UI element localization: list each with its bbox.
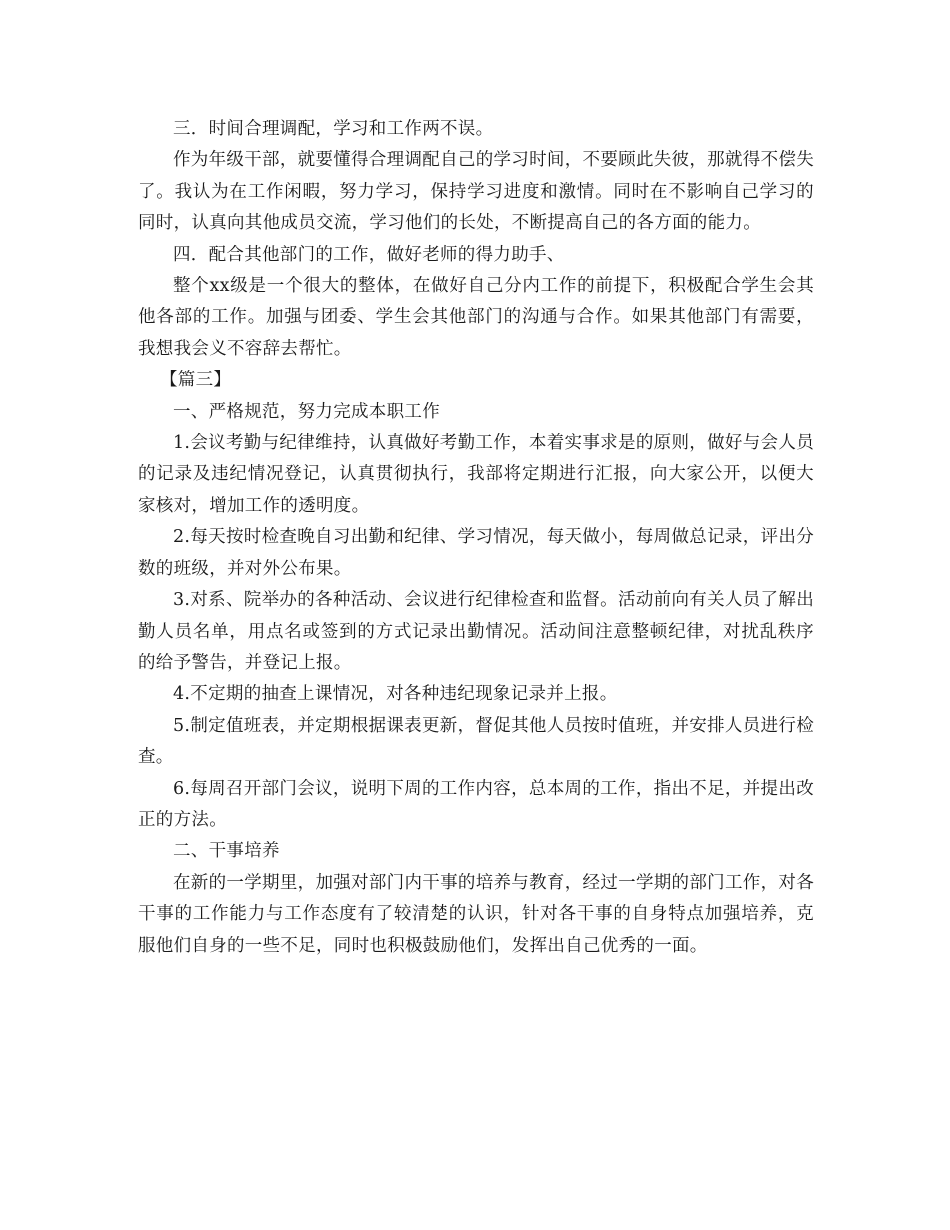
body-paragraph: 在新的一学期里，加强对部门内干事的培养与教育，经过一学期的部门工作，对各干事的工作能力与工作态度有了较清楚的认识，针对各干事的自身特点加强培养，克服他们自身的一些不足，同时也积极鼓励他们，发挥出自己优秀的一面。 bbox=[138, 872, 814, 956]
list-item: 3.对系、院举办的各种活动、会议进行纪律检查和监督。活动前向有关人员了解出勤人员名单，用点名或签到的方式记录出勤情况。活动间注意整顿纪律，对扰乱秩序的给予警告，并登记上报。 bbox=[138, 590, 814, 673]
section-heading-duties: 一、严格规范，努力完成本职工作 bbox=[173, 401, 440, 422]
list-item: 2.每天按时检查晚自习出勤和纪律、学习情况，每天做小，每周做总记录，评出分数的班级，并对外公布果。 bbox=[138, 527, 814, 579]
chapter-tag: 【篇三】 bbox=[160, 370, 232, 391]
section-heading-training: 二、干事培养 bbox=[173, 841, 280, 862]
list-item: 5.制定值班表，并定期根据课表更新，督促其他人员按时值班，并安排人员进行检查。 bbox=[138, 715, 814, 768]
body-paragraph: 作为年级干部，就要懂得合理调配自己的学习时间，不要顾此失彼，那就得不偿失了。我认为在工作闲暇，努力学习，保持学习进度和激情。同时在不影响自己学习的同时，认真向其他成员交流，学习他们的长处，不断提高自己的各方面的能力。 bbox=[138, 150, 814, 234]
section-heading-cooperation: 四．配合其他部门的工作，做好老师的得力助手、 bbox=[173, 244, 565, 265]
document-body bbox=[138, 114, 814, 962]
list-item: 4.不定期的抽查上课情况，对各种违纪现象记录并上报。 bbox=[173, 684, 618, 705]
body-paragraph: 整个xx级是一个很大的整体，在做好自己分内工作的前提下，积极配合学生会其他各部的工作。加强与团委、学生会其他部门的沟通与合作。如果其他部门有需要，我想我会义不容辞去帮忙。 bbox=[138, 276, 814, 359]
list-item: 1.会议考勤与纪律维持，认真做好考勤工作，本着实事求是的原则，做好与会人员的记录及违纪情况登记，认真贯彻执行，我部将定期进行汇报，向大家公开，以便大家核对，增加工作的透明度。 bbox=[138, 433, 814, 516]
list-item: 6.每周召开部门会议，说明下周的工作内容，总本周的工作，指出不足，并提出改正的方法。 bbox=[138, 778, 814, 830]
section-heading-time-management: 三．时间合理调配，学习和工作两不误。 bbox=[173, 119, 494, 139]
